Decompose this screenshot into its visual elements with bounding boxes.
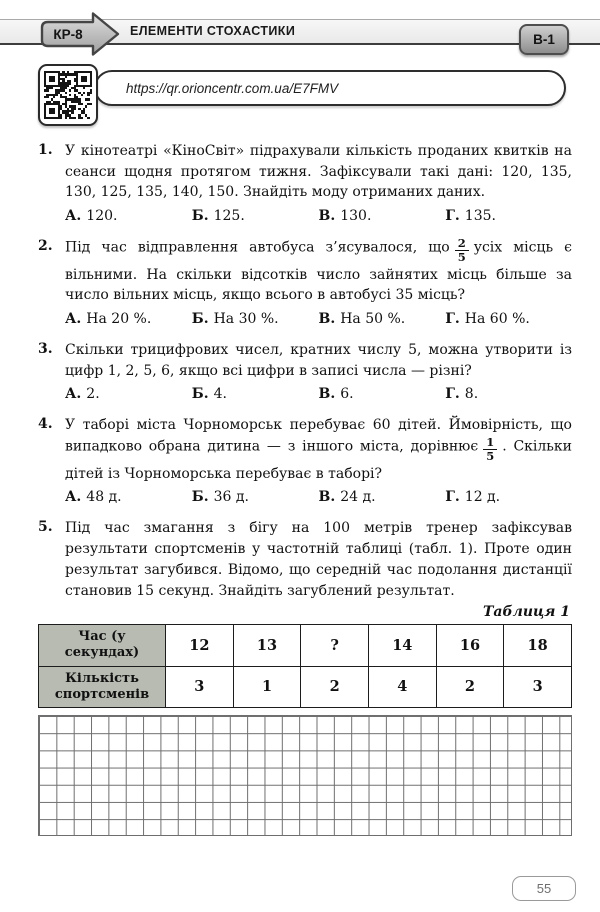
option-g: Г. 135.: [445, 208, 496, 225]
variant-badge: [519, 24, 569, 55]
problem-text: Під час відправлення автобуса з’ясувалося, що $\frac{2}{5}$ усіх місць є вільними. На скільки відсотків число зайнятих місць більше за число вільних місць, якщо всього в автобусі 35 місць?: [65, 236, 573, 304]
fraction: $\frac{2}{5}$: [455, 237, 469, 264]
problem-text: У кінотеатрі «КіноСвіт» підрахували кількість проданих квитків на сеанси щодня протягом тижня. Зафіксували такі дані: 120, 135, 130, 125, 135, 140, 150. Знайдіть моду отриманих даних.: [65, 143, 572, 201]
table-row-time: [39, 625, 572, 667]
test-code-arrow-badge: [38, 11, 122, 57]
table-cell: 3: [504, 666, 572, 708]
qr-code-pattern: [44, 71, 92, 119]
page-number-badge: [512, 876, 576, 901]
option-g: Г. 8.: [445, 386, 479, 403]
problem-number: 5.: [38, 519, 53, 536]
squared-working-area: [38, 715, 572, 836]
table-cell: 2: [301, 666, 369, 708]
table-caption: Таблиця 1: [482, 604, 570, 621]
problem-4: [38, 415, 572, 505]
frequency-table: [38, 624, 572, 708]
table-cell: 4: [368, 666, 436, 708]
problem-number: 4.: [38, 416, 53, 433]
option-a: А. 120.: [65, 208, 118, 225]
option-b: Б. На 30 %.: [191, 311, 279, 328]
option-b: Б. 36 д.: [191, 489, 249, 506]
table-cell: 16: [436, 625, 504, 667]
problem-1: [38, 141, 572, 224]
variant-label: В-1: [533, 32, 555, 47]
table-cell: 18: [504, 625, 572, 667]
table-cell: 12: [166, 625, 234, 667]
option-b: Б. 4.: [191, 386, 227, 403]
answer-options: [65, 208, 572, 224]
table-row-count: [39, 666, 572, 708]
test-code-label: КР-8: [53, 27, 83, 42]
option-a: А. 48 д.: [65, 489, 122, 506]
answer-options: [65, 311, 572, 327]
page-number: 55: [536, 881, 552, 896]
problem-text: Під час змагання з бігу на 100 метрів тренер зафіксував результати спортсменів у частотній таблиці (табл. 1). Проте один результат загубився. Відомо, що середній час подолання дистанції становив 15 секунд. Знайдіть загублений результат.: [65, 520, 572, 599]
problem-5: [38, 518, 572, 601]
problems-list: [38, 141, 572, 836]
table-cell: 2: [436, 666, 504, 708]
problem-number: 1.: [38, 142, 53, 158]
option-b: Б. 125.: [191, 208, 245, 225]
page-title: ЕЛЕМЕНТИ СТОХАСТИКИ: [130, 24, 296, 38]
row-header-count: Кількість спортсменів: [39, 666, 166, 708]
option-v: В. 24 д.: [318, 489, 376, 506]
problem-number: 2.: [38, 238, 53, 255]
table-cell: ?: [301, 625, 369, 667]
problem-number: 3.: [38, 341, 53, 358]
option-a: А. 2.: [65, 386, 100, 403]
qr-url-link[interactable]: [94, 70, 566, 106]
qr-code: [38, 64, 98, 126]
option-a: А. На 20 %.: [65, 311, 152, 328]
problem-text: У таборі міста Чорноморськ перебуває 60 дітей. Ймовірність, що випадково обрана дитина — з іншого міста, дорівнює $\frac{1}{5}$ . Скільки дітей із Чорноморська перебуває в таборі?: [65, 417, 572, 482]
answer-options: [65, 489, 572, 505]
option-g: Г. На 60 %.: [445, 311, 530, 328]
table-cell: 3: [166, 666, 234, 708]
fraction: $\frac{1}{5}$: [483, 436, 497, 463]
problem-text: Скільки трицифрових чисел, кратних числу 5, можна утворити із цифр 1, 2, 5, 6, якщо всі цифри в записі числа — різні?: [65, 342, 572, 379]
table-cell: 1: [233, 666, 301, 708]
problem-2: [38, 237, 572, 327]
option-v: В. На 50 %.: [318, 311, 406, 328]
option-g: Г. 12 д.: [445, 489, 501, 506]
option-v: В. 130.: [318, 208, 372, 225]
row-header-time: Час (у секундах): [39, 625, 166, 667]
option-v: В. 6.: [318, 386, 354, 403]
qr-url-text: https://qr.orioncentr.com.ua/E7FMV: [126, 80, 339, 96]
table-cell: 13: [233, 625, 301, 667]
table-cell: 14: [368, 625, 436, 667]
answer-options: [65, 386, 572, 402]
problem-3: [38, 340, 572, 402]
